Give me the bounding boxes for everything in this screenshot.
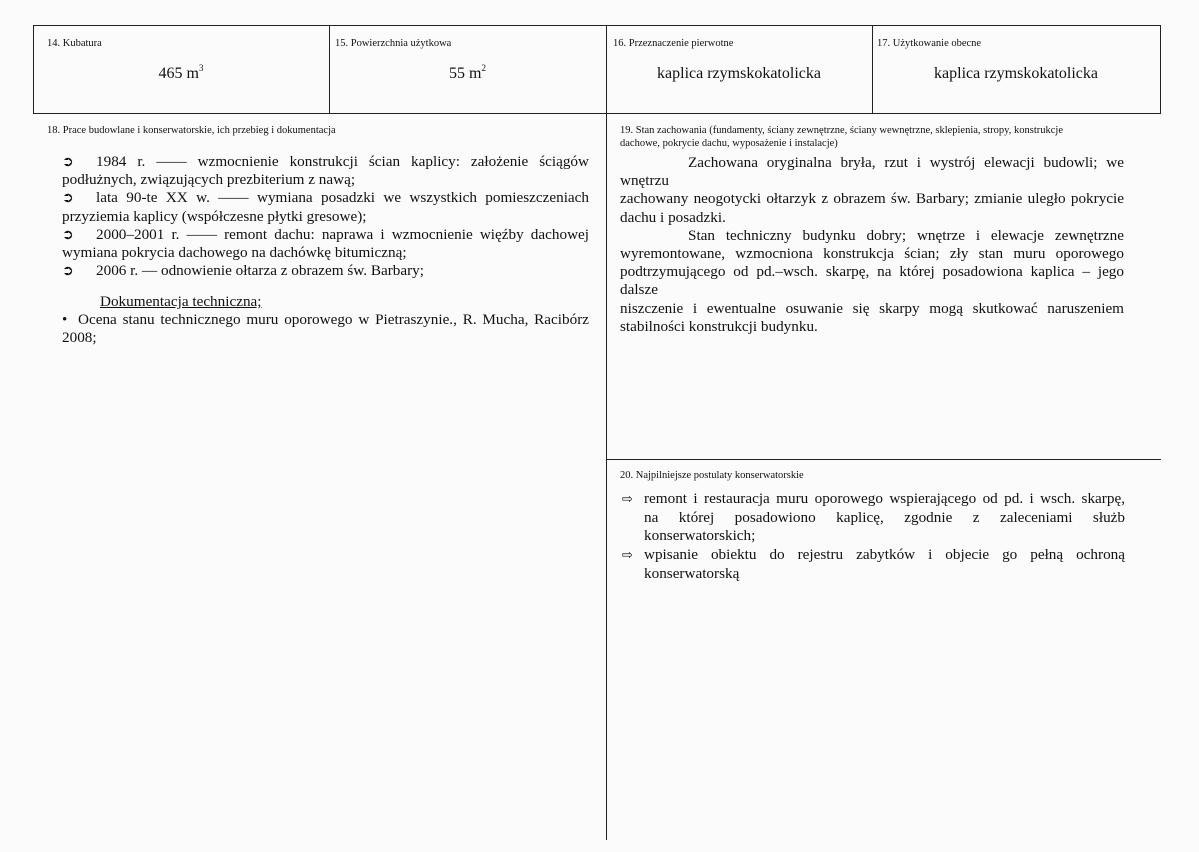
condition-para-2-line-3: podtrzymującego od pd.–wsch. skarpę, na której posadowiona kaplica – jego dalsze [620, 263, 1124, 299]
postulate-1-line-3: konserwatorskich; [644, 527, 756, 545]
field-16-value: kaplica rzymskokatolicka [657, 65, 821, 82]
documentation-list [62, 311, 589, 347]
field-18-works-list [62, 153, 589, 280]
field-17-value: kaplica rzymskokatolicka [934, 65, 1098, 82]
field-19-label-line-2: dachowe, pokrycie dachu, wyposażenie i instalacje) [620, 138, 838, 149]
condition-para-2-line-4: niszczenie i ewentualne osuwanie się skarpy mogą skutkować naruszeniem [620, 299, 1124, 317]
rule-f19-bottom [606, 459, 1161, 460]
documentation-heading: Dokumentacja techniczna; [100, 293, 262, 310]
field-19-label-line-1: 19. Stan zachowania (fundamenty, ściany zewnętrzne, ściany wewnętrzne, sklepienia, stropy, konstrukcje [620, 125, 1063, 136]
condition-para-1-line-2: zachowany neogotycki ołtarzyk z obrazem św. Barbary; zmianie uległo pokrycie [620, 190, 1124, 208]
field-14-value [33, 62, 329, 83]
works-item-4-line-1: ➲ 2006 r. — odnowienie ołtarza z obrazem św. Barbary; [62, 262, 424, 280]
field-20-postulates-list [622, 490, 1125, 583]
works-item-2-line-2: przyziemia kaplicy (współczesne płytki gresowe); [62, 207, 367, 225]
rule-right [1160, 25, 1161, 114]
field-14-label: 14. Kubatura [47, 38, 102, 49]
arrow-bullet-icon: ➲ [62, 226, 74, 243]
field-18-label: 18. Prace budowlane i konserwatorskie, ich przebieg i dokumentacja [47, 125, 336, 136]
field-15-value [329, 62, 606, 83]
works-item-1-line-1: ➲ 1984 r. –––– wzmocnienie konstrukcji ścian kaplicy: założenie ściągów [62, 153, 589, 170]
field-15-unit-exponent: 2 [481, 62, 486, 73]
field-16-label: 16. Przeznaczenie pierwotne [613, 38, 734, 49]
field-17-label: 17. Użytkowanie obecne [877, 38, 982, 49]
rule-row1-bottom [33, 113, 1161, 114]
hollow-arrow-icon: ⇨ [622, 547, 633, 563]
postulate-1-line-2: na której posadowiono kaplicę, zgodnie z zaleceniami służb [644, 509, 1125, 527]
field-20-label: 20. Najpilniejsze postulaty konserwatorskie [620, 470, 804, 481]
bullet-icon: • [62, 311, 68, 328]
rule-c2 [606, 25, 607, 840]
field-14-number: 465 m [158, 65, 199, 82]
documentation-item-1-line-1: • Ocena stanu technicznego muru oporowego w Pietraszynie., R. Mucha, Racibórz [62, 311, 589, 328]
documentation-item-1-line-2: 2008; [62, 329, 97, 347]
works-item-2-line-1: ➲ lata 90-te XX w. –––– wymiana posadzki we wszystkich pomieszczeniach [62, 189, 589, 207]
works-item-3-line-1: ➲ 2000–2001 r. –––– remont dachu: naprawa i wzmocnienie więźby dachowej [62, 225, 589, 243]
condition-para-2-line-5: stabilności konstrukcji budynku. [620, 317, 818, 335]
postulate-2-line-2: konserwatorską [644, 564, 740, 582]
arrow-bullet-icon: ➲ [62, 263, 74, 280]
field-19-text [620, 154, 1124, 336]
condition-para-1-line-1: Zachowana oryginalna bryła, rzut i wystrój elewacji budowli; we wnętrzu [620, 154, 1124, 190]
postulate-2-line-1: ⇨ wpisanie obiektu do rejestru zabytków i objecie go pełną ochroną [622, 546, 1125, 565]
arrow-bullet-icon: ➲ [62, 154, 74, 170]
condition-para-2-line-1: Stan techniczny budynku dobry; wnętrze i elewacje zewnętrzne [688, 226, 1124, 244]
field-15-label: 15. Powierzchnia użytkowa [335, 38, 452, 49]
postulate-1-line-1: ⇨ remont i restauracja muru oporowego wspierającego od pd. i wsch. skarpę, [622, 490, 1125, 509]
rule-top [33, 25, 1161, 26]
hollow-arrow-icon: ⇨ [622, 492, 633, 507]
condition-para-2-line-2: wyremontowane, wzmocniona konstrukcja ścian; zły stan muru oporowego [620, 245, 1124, 263]
works-item-3-line-2: wymiana pokrycia dachowego na dachówkę bitumiczną; [62, 244, 407, 262]
works-item-1-line-2: podłużnych, związujących prezbiterium z nawą; [62, 171, 356, 189]
condition-para-1-line-3: dachu i posadzki. [620, 208, 726, 226]
arrow-bullet-icon: ➲ [62, 190, 74, 207]
field-15-number: 55 m [449, 65, 482, 82]
field-14-unit-exponent: 3 [198, 62, 204, 73]
